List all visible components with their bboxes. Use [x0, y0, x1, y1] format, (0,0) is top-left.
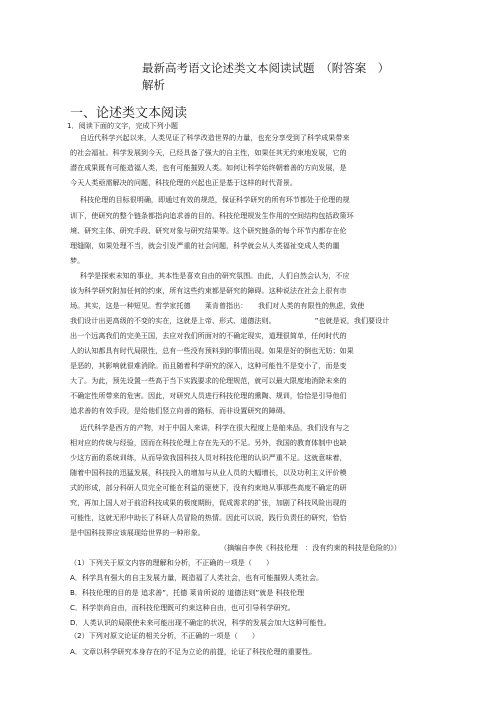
section-heading: 一、论述类文本阅读	[70, 106, 188, 121]
title-line-1: 最新高考语文论述类文本阅读试题 （附答案 ）	[142, 61, 390, 75]
paragraph-3-line-3: 场。其实，这是一种短见。哲学家托德 莱肯曾指出： 我们对人类的有限性的焦虑，致使	[70, 301, 365, 310]
paragraph-2-line-5: 梦。	[70, 256, 85, 265]
question-1-option-c: C．科学崇尚自由，而科技伦理既可约束这种自由，也可引导科学研究。	[70, 603, 295, 612]
paragraph-3-line-9: 不确定性所带来的危害。因此，对研究人员进行科技伦理的熏陶、规训，恰恰是引导他们	[70, 391, 347, 400]
paragraph-3-line-7: 是恶的，其影响就很难消除。而且随着科学研究的深入，这种可能性不是变小了，而是变	[70, 361, 347, 370]
paragraph-3-line-1: 科学是探索未知的事业，其本性是喜欢自由的研究氛围。由此，人们自然会认为，不应	[80, 271, 350, 280]
page-title	[142, 60, 442, 94]
paragraph-3-line-6: 人的认知都具有时代局限性，总有一些没有预料到的事情出现。如果是好的倒也无妨；如果	[70, 346, 354, 355]
paragraph-4-line-6: 究，再加上国人对于前沿科技成果的极度期盼，促成需求的扩张，加剧了科技风险出现的	[70, 498, 347, 507]
question-1-option-b: B．科技伦理的目的是 追求善”，托德 莱肯所说的 道德法则”就是 科技伦理	[70, 588, 305, 597]
paragraph-1-line-4: 今天人类亟需解决的问题，科技伦理的兴起也正是基于这样的时代背景。	[70, 178, 297, 187]
paragraph-2-line-2: 训下，使研究的整个链条都指向追求善的目的。科技伦理规发生作用的空间结构包括政策环	[70, 211, 354, 220]
paragraph-1-line-3: 潜在成果既有可能造福人类，也有可能摧毁人类。如何让科学始终朝着善的方向发展，是	[70, 163, 347, 172]
paragraph-2-line-1: 科技伦理的目标很明确，即通过有效的规范，保证科学研究的所有环节都处于伦理的规	[80, 195, 350, 204]
paragraph-4-line-8: 是中国科技界应该展现给世界的一种形象。	[70, 528, 205, 537]
paragraph-4-line-4: 随着中国科技的迅猛发展，科技投入的增加与从业人员的大幅增长，以及功利主义评价模	[70, 468, 347, 477]
question-2-option-a: A．文章以科学研究本身存在的不足为立论的前提，论证了科技伦理的重要性。	[70, 647, 317, 656]
question-1-option-a: A．科学具有强大的自主发展力量，既造福了人类社会，也有可能摧毁人类社会。	[70, 573, 324, 582]
question-1-stem: （1）下列关于原文内容的理解和分析，不正确的一项是（ ）	[70, 558, 274, 567]
source-citation: （摘编自李侠《科技伦理 ：没有约束的科技是危险的》）	[220, 543, 401, 552]
question-intro: 1．阅读下面的文字，完成下列小题	[67, 121, 178, 130]
question-1-option-d: D．人类认识的局限使未来可能出现不确定的状况，科学的发展会加大这种可能性。	[70, 618, 331, 627]
title-line-2: 解析	[142, 78, 165, 92]
paragraph-2-line-4: 理缝隙，如果处理不当，就会引发严重的社会问题，科学就会从人类福祉变成人类的噩	[70, 241, 340, 250]
paragraph-1-line-2: 的社会福祉。科学发展到今天，已经具备了强大的自主性，如果任其无约束地发展，它的	[70, 148, 347, 157]
paragraph-4-line-3: 少这方面的系统训练，从而导致我国科技人员对科技伦理的认识严重不足。这就意味着，	[70, 453, 347, 462]
paragraph-3-line-10: 追求善的有效手段，是给他们竖立向善的路标，而非设置研究的障碍。	[70, 406, 290, 415]
paragraph-3-line-8: 大了。为此，预先设置一些高于当下实践要求的伦理规范，就可以最大限度地消除未来的	[70, 376, 347, 385]
paragraph-3-line-2: 该为科学研究附加任何的约束，所有这些约束都是研究的障碍。这种说法在社会上很有市	[70, 286, 347, 295]
paragraph-4-line-2: 相对应的传统与经验，因而在科技伦理上存在先天的不足。另外，我国的教育体制中也缺	[70, 438, 347, 447]
paragraph-4-line-1: 近代科学是西方的产物，对于中国人来讲，科学在很大程度上是舶来品，我们没有与之	[80, 423, 350, 432]
paragraph-4-line-7: 可能性，这就无形中助长了科研人员冒险的热情。因此可以说，践行负责任的研究，恰恰	[70, 513, 347, 522]
paragraph-2-line-3: 境、研究主体、研究手段、研究对象与研究结果等。这个研究链条的每个环节内都存在伦	[70, 226, 347, 235]
paragraph-1-line-1: 自近代科学兴起以来，人类见证了科学改造世界的力量，也充分享受到了科学成果带来	[80, 133, 350, 142]
paragraph-3-line-4: 我们设计出更高级的不变的实在，这就是上帝、形式、道德法则。 ”也就是说，我们要设计	[70, 316, 390, 325]
paragraph-3-line-5: 出一个远离我们的完美王国，去应对我们所面对的不确定现实，道理很简单，任何时代的	[70, 331, 347, 340]
paragraph-4-line-5: 式的形成，部分科研人员完全可能在利益的驱使下，没有约束地从事那些高度不确定的研	[70, 483, 347, 492]
question-2-stem: （2）下列对原文论证的相关分析，不正确的一项是（ ）	[70, 631, 259, 640]
